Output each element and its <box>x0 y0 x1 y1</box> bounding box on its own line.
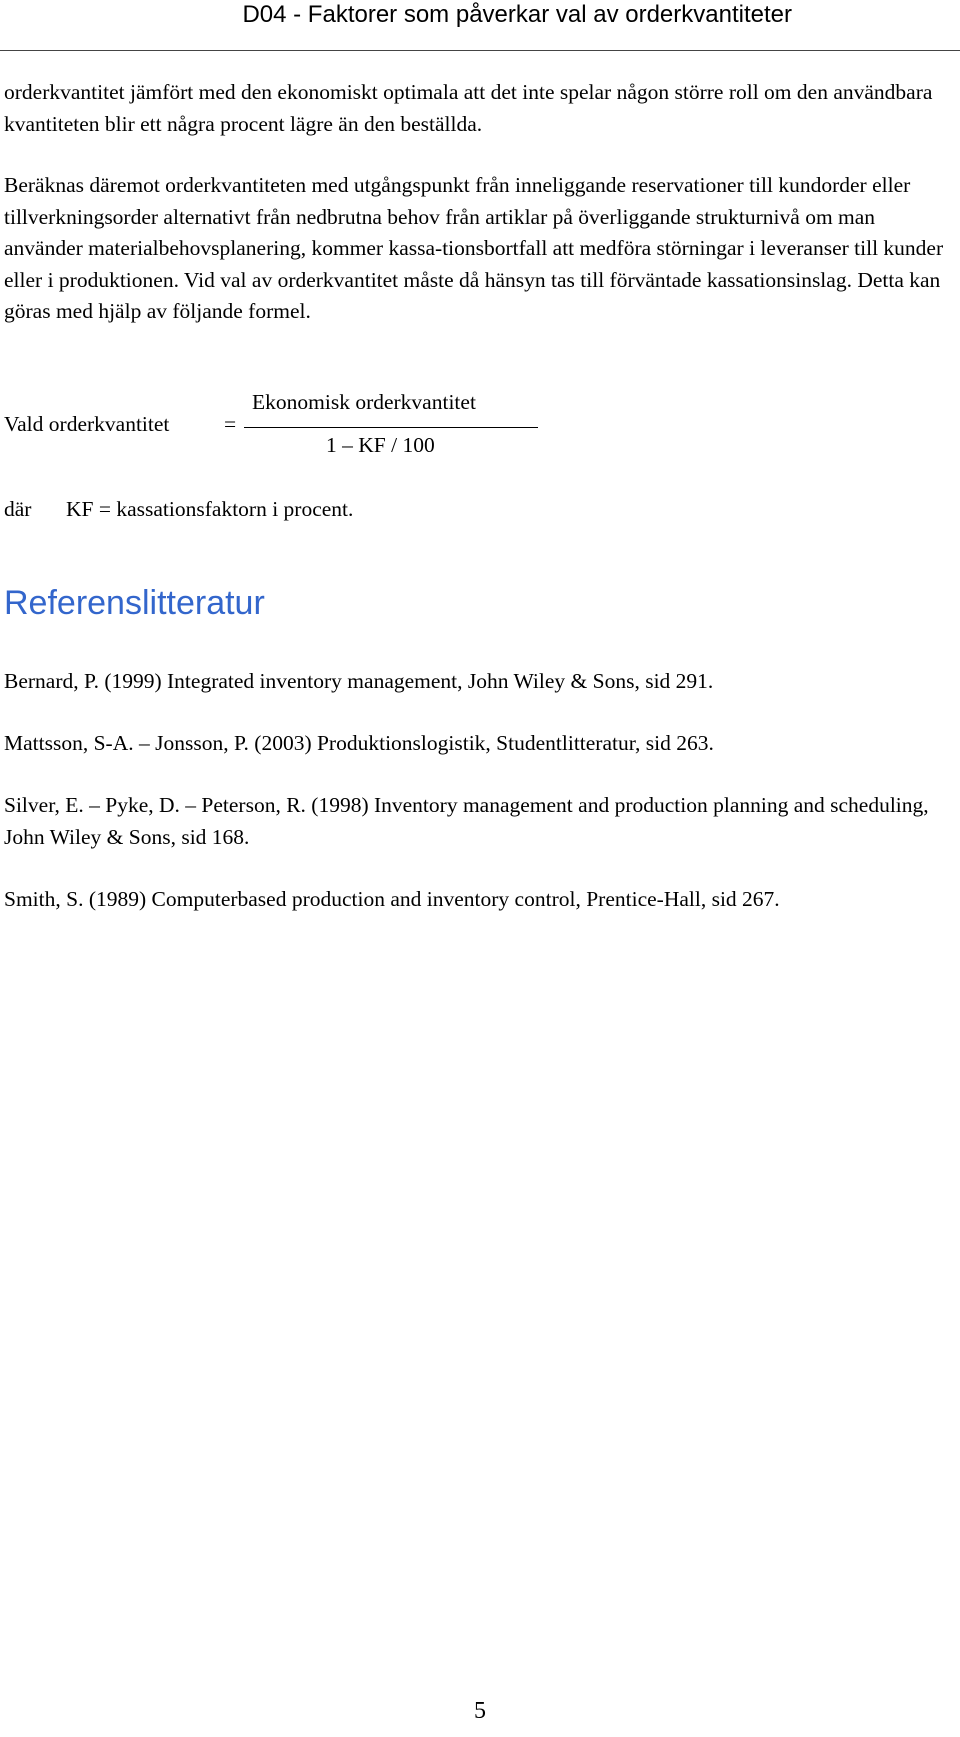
where-definition: KF = kassationsfaktorn i procent. <box>66 497 354 521</box>
body-paragraph-2: Beräknas däremot orderkvantiteten med utgångspunkt från inneliggande reservationer till kundorder eller tillverkningsorder alternativt från nedbrutna behov från artiklar på överliggande strukturnivå om man använder materialbehovsplanering, kommer kassa-tionsbortfall att medföra störningar i leveranser till kunder eller i produktionen. Vid val av orderkvantitet måste då hänsyn tas till förväntade kassationsinslag. Detta kan göras med hjälp av följande formel. <box>4 173 944 323</box>
formula-legend <box>4 494 353 524</box>
formula-denominator: 1 – KF / 100 <box>326 433 435 457</box>
where-word: där <box>4 497 32 521</box>
header-title: D04 - Faktorer som påverkar val av orderkvantiteter <box>242 1 792 28</box>
formula-lhs: Vald orderkvantitet <box>4 412 170 436</box>
page-header <box>0 0 960 51</box>
formula-equals: = <box>224 412 237 436</box>
fraction-bar <box>244 427 538 428</box>
reference-item: Mattsson, S-A. – Jonsson, P. (2003) Produktionslogistik, Studentlitteratur, sid 263. <box>4 731 714 755</box>
reference-item: Bernard, P. (1999) Integrated inventory management, John Wiley & Sons, sid 291. <box>4 669 714 693</box>
references-heading: Referenslitteratur <box>4 584 265 622</box>
page-number: 5 <box>474 1698 486 1724</box>
body-paragraph-1: orderkvantitet jämfört med den ekonomiskt optimala att det inte spelar någon större roll om den användbara kvantiteten blir ett några procent lägre än den beställda. <box>4 80 933 136</box>
formula <box>4 390 604 470</box>
reference-item: Silver, E. – Pyke, D. – Peterson, R. (1998) Inventory management and production planning and scheduling, John Wiley & Sons, sid 168. <box>4 793 929 849</box>
formula-numerator: Ekonomisk orderkvantitet <box>252 390 476 414</box>
reference-item: Smith, S. (1989) Computerbased production and inventory control, Prentice-Hall, sid 267. <box>4 887 780 911</box>
